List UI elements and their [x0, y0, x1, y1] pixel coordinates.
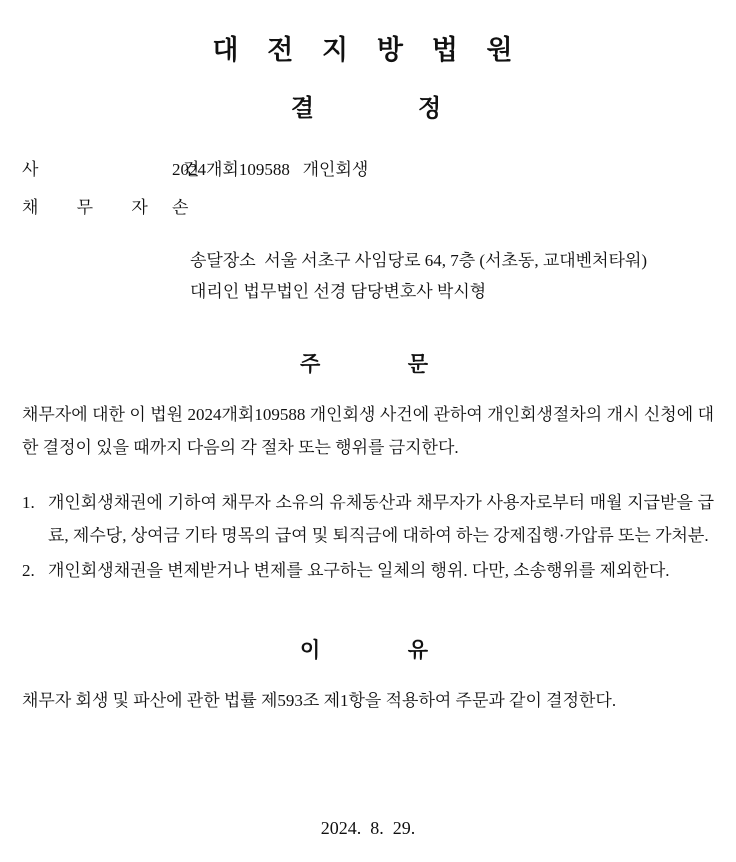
- list-item-marker: 1.: [22, 493, 35, 513]
- jumun-prohibited-acts-list: [22, 486, 714, 587]
- debtor-label: 채 무 자: [22, 198, 165, 217]
- iyu-paragraph: 채무자 회생 및 파산에 관한 법률 제593조 제1항을 적용하여 주문과 같이 결정한다.: [22, 690, 617, 710]
- case-fields: [22, 155, 714, 218]
- list-item-text: 개인회생채권을 변제받거나 변제를 요구하는 일체의 행위. 다만, 소송행위를 제외한다.: [48, 561, 670, 581]
- decision-date: 2024. 8. 29.: [320, 818, 416, 838]
- iyu-section-heading: 이 유: [299, 637, 437, 662]
- jumun-paragraph: 채무자에 대한 이 법원 2024개회109588 개인회생 사건에 관하여 개인회생절차의 개시 신청에 대한 결정이 있을 때까지 다음의 각 절차 또는 행위를 금지한다.: [22, 404, 714, 458]
- legal-representative-line: 대리인 법무법인 선경 담당변호사 박시형: [190, 282, 487, 302]
- document-type-title: 결 정: [290, 96, 446, 122]
- service-address-block: [190, 245, 714, 308]
- debtor-field-row: [22, 193, 714, 218]
- court-name-title: 대 전 지 방 법 원: [212, 35, 524, 65]
- list-item-text: 개인회생채권에 기하여 채무자 소유의 유체동산과 채무자가 사용자로부터 매월 지급받을 급료, 제수당, 상여금 기타 명목의 급여 및 퇴직금에 대하여 하는 강제집행·가압류 또는 가처분.: [48, 493, 714, 546]
- case-field-row: [22, 155, 714, 180]
- debtor-value: 손: [172, 198, 189, 217]
- case-number-value: 2024개회109588 개인회생: [172, 160, 369, 179]
- service-address-line: 송달장소 서울 서초구 사임당로 64, 7층 (서초동, 교대벤처타워): [190, 251, 648, 270]
- jumun-section-heading: 주 문: [299, 351, 437, 376]
- list-item-marker: 2.: [22, 561, 35, 581]
- list-item: [22, 554, 714, 587]
- list-item: [22, 486, 714, 552]
- case-number-label: 사 건: [22, 160, 217, 179]
